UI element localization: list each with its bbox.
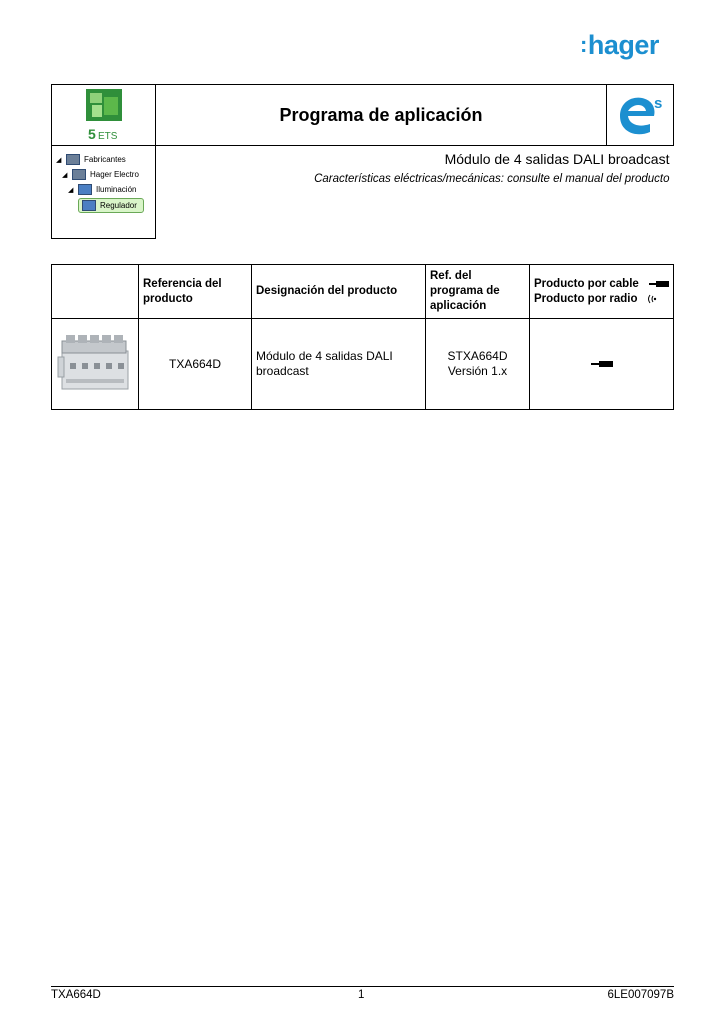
svg-text:5: 5: [87, 126, 96, 142]
table-header-row: [52, 265, 674, 319]
app-ref-cell: [426, 319, 530, 410]
expand-triangle-icon: ◢: [62, 171, 68, 179]
header-image: [52, 265, 139, 319]
folder-icon: [66, 154, 80, 165]
tree-item-fabricantes[interactable]: [52, 152, 155, 167]
header-app-ref: Ref. del programa de aplicación: [426, 265, 530, 319]
product-reference: TXA664D: [139, 319, 252, 410]
product-designation: Módulo de 4 salidas DALI broadcast: [252, 319, 426, 410]
table-row: [52, 319, 674, 410]
hager-logo: [580, 30, 659, 61]
svg-text:ETS: ETS: [97, 131, 117, 142]
es-logo-icon: [614, 92, 666, 138]
footer-left: TXA664D: [51, 989, 101, 1001]
ets-tree: [52, 146, 156, 239]
product-type-cell: [530, 319, 674, 410]
product-image-cell: [52, 319, 139, 410]
logo-dots-icon: :: [580, 32, 587, 57]
tree-label: Regulador: [100, 201, 137, 210]
book-icon: [78, 184, 92, 195]
footer-divider: [51, 986, 674, 987]
tree-item-regulador[interactable]: [52, 198, 155, 213]
header-cable-radio: [530, 265, 674, 319]
svg-text:s: s: [654, 95, 663, 112]
expand-triangle-icon: ◢: [68, 186, 74, 194]
header-reference: Referencia del producto: [139, 265, 252, 319]
product-title: Módulo de 4 salidas DALI broadcast: [444, 151, 670, 167]
logo-text: hager: [587, 30, 659, 60]
header-cable: Producto por cable: [534, 277, 639, 290]
app-version: Versión 1.x: [447, 364, 508, 378]
footer-right: 6LE007097B: [607, 989, 674, 1001]
ets-logo-icon: [84, 87, 124, 143]
tree-item-iluminacion[interactable]: [52, 182, 155, 197]
app-ref: STXA664D: [447, 349, 508, 363]
product-subtitle: Características eléctricas/mecánicas: consulte el manual del producto: [314, 173, 670, 185]
tree-label: Fabricantes: [84, 155, 126, 164]
header-table: [51, 84, 674, 239]
ets-logo-cell: [52, 85, 156, 146]
page-title: Programa de aplicación: [156, 85, 607, 146]
tree-label: Hager Electro: [90, 170, 139, 179]
description-cell: [156, 146, 674, 239]
es-logo-cell: [607, 85, 674, 146]
radio-wave-icon: [644, 294, 658, 304]
footer-page-number: 1: [358, 989, 365, 1001]
header-radio: Producto por radio: [534, 292, 638, 305]
expand-triangle-icon: ◢: [56, 156, 62, 164]
cable-plug-icon: [649, 280, 669, 288]
tree-item-hager-electro[interactable]: [52, 167, 155, 182]
header-designation: Designación del producto: [252, 265, 426, 319]
tree-selected-item: [78, 198, 144, 213]
product-table: [51, 264, 674, 410]
tree-label: Iluminación: [96, 185, 137, 194]
product-image: [56, 331, 134, 393]
book-icon: [82, 200, 96, 211]
cable-plug-icon: [591, 360, 613, 368]
folder-icon: [72, 169, 86, 180]
